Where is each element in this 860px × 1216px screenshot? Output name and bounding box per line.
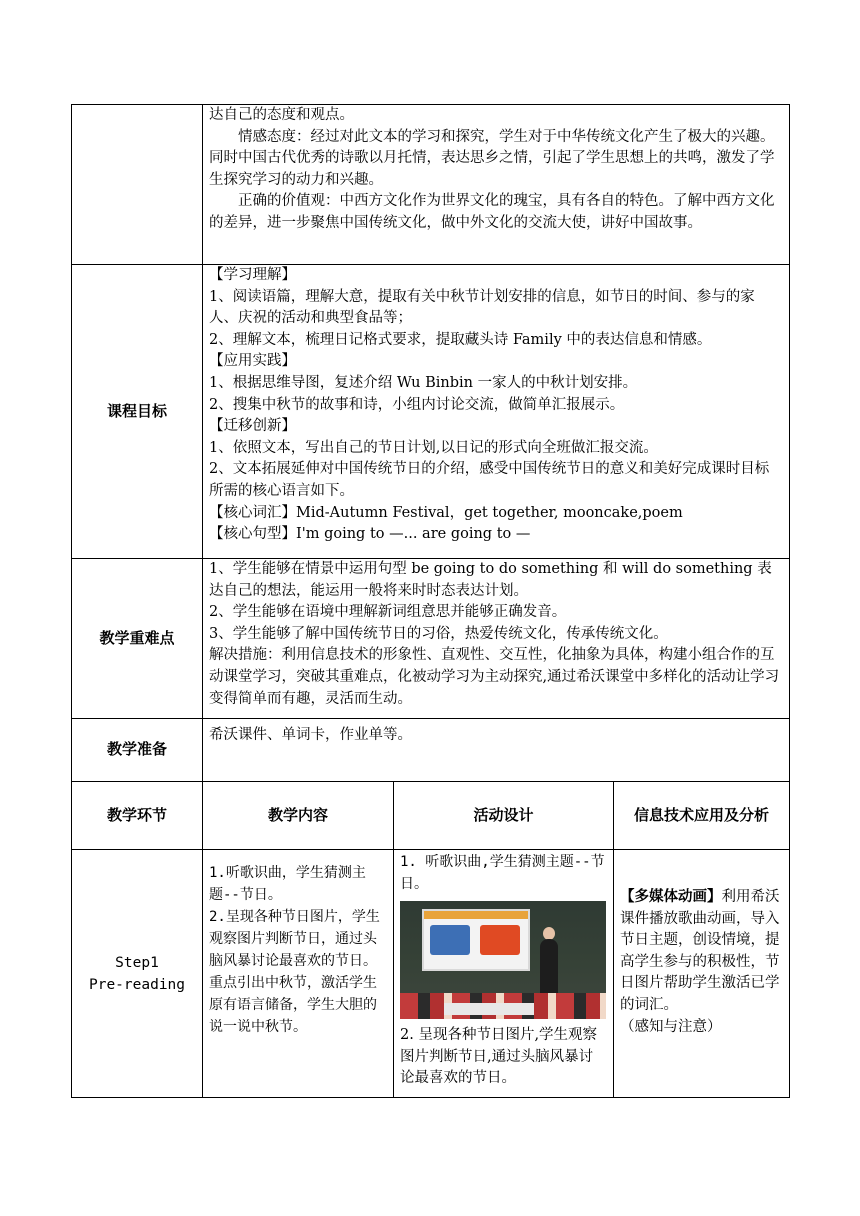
classroom-photo (400, 901, 606, 1019)
step1-content-line: 2.呈现各种节日图片，学生观察图片判断节日，通过头脑风暴讨论最喜欢的节日。 (209, 909, 380, 969)
goals-line: 1、根据思维导图，复述介绍 Wu Binbin 一家人的中秋计划安排。 (209, 374, 638, 391)
goals-continued-cell (203, 105, 790, 265)
step1-label-line2: Pre-reading (88, 976, 186, 993)
step1-activity-cell (394, 850, 614, 1098)
lesson-plan-table (71, 104, 790, 1098)
goals-line: 2、搜集中秋节的故事和诗，小组内讨论交流，做简单汇报展示。 (209, 396, 625, 413)
goals-line: 【应用实践】 (209, 353, 296, 370)
goals-cont-p1: 达自己的态度和观点。 (209, 107, 354, 123)
goals-row (72, 265, 790, 559)
prep-cell (203, 719, 790, 782)
goals-line: 【核心句型】I'm going to —... are going to — (209, 526, 531, 543)
column-header-row (72, 782, 790, 850)
step1-content-line: 重点引出中秋节，激活学生原有语言储备，学生大胆的说一说中秋节。 (209, 975, 377, 1035)
step1-it-text (620, 886, 783, 1017)
goals-line: 【核心词汇】Mid-Autumn Festival，get together, mooncake,poem (209, 504, 683, 521)
step1-activity-bottom: 2. 呈现各种节日图片,学生观察图片判断节日,通过头脑风暴讨论最喜欢的节日。 (400, 1027, 598, 1087)
goals-line: 【学习理解】 (209, 267, 296, 283)
difficult-line: 解决措施：利用信息技术的形象性、直观性、交互性，化抽象为具体，构建小组合作的互动课堂学习，突破其重难点，化被动学习为主动探究,通过希沃课堂中多样化的活动让学习变得简单而有趣，灵活而生动。 (209, 647, 780, 707)
difficult-row (72, 559, 790, 719)
step1-activity-top: 1. 听歌识曲,学生猜测主题--节日。 (400, 854, 605, 892)
header-activity: 活动设计 (394, 782, 614, 850)
difficult-cell (203, 559, 790, 719)
goals-line: 2、理解文本，梳理日记格式要求，提取藏头诗 Family 中的表达信息和情感。 (209, 331, 712, 348)
step1-row (72, 850, 790, 1098)
goals-line: 1、依照文本，写出自己的节日计划,以日记的形式向全班做汇报交流。 (209, 439, 658, 456)
empty-label-cell (72, 105, 203, 265)
step1-content-cell (203, 850, 394, 1098)
header-it: 信息技术应用及分析 (614, 782, 790, 850)
step1-label (72, 850, 203, 1098)
classroom-banner (444, 1003, 534, 1015)
projector-screen (422, 909, 530, 971)
step1-content-line: 1.听歌识曲，学生猜测主题--节日。 (209, 865, 366, 903)
goals-line: 【迁移创新】 (209, 418, 296, 435)
step1-label-line1: Step1 (115, 954, 159, 971)
step1-it-note: （感知与注意） (620, 1018, 722, 1035)
goals-cell (203, 265, 790, 559)
goals-line: 1、阅读语篇，理解大意，提取有关中秋节计划安排的信息，如节日的时间、参与的家人、庆祝的活动和典型食品等； (209, 288, 755, 327)
teacher-figure (540, 939, 558, 1001)
goals-cont-p2: 情感态度：经过对此文本的学习和探究，学生对于中华传统文化产生了极大的兴趣。同时中国古代优秀的诗歌以月托情，表达思乡之情，引起了学生思想上的共鸣，激发了学生探究学习的动力和兴趣。 (209, 128, 775, 188)
prep-label: 教学准备 (72, 719, 203, 782)
goals-line: 2、文本拓展延伸对中国传统节日的介绍，感受中国传统节日的意义和美好完成课时目标所需的核心语言如下。 (209, 461, 770, 499)
difficult-label: 教学重难点 (72, 559, 203, 719)
difficult-line: 2、学生能够在语境中理解新词组意思并能够正确发音。 (209, 604, 567, 621)
goals-continued-row (72, 105, 790, 265)
step1-it-cell (614, 850, 790, 1098)
prep-row (72, 719, 790, 782)
lesson-plan-document (71, 104, 789, 1098)
goals-label: 课程目标 (72, 265, 203, 559)
goals-cont-p3: 正确的价值观：中西方文化作为世界文化的瑰宝，具有各自的特色。了解中西方文化的差异，进一步聚焦中国传统文化，做中外文化的交流大使，讲好中国故事。 (209, 193, 775, 231)
difficult-line: 3、学生能够了解中国传统节日的习俗，热爱传统文化，传承传统文化。 (209, 625, 668, 642)
prep-text: 希沃课件、单词卡，作业单等。 (209, 727, 412, 743)
multimedia-tag: 【多媒体动画】 (620, 888, 722, 905)
difficult-line: 1、学生能够在情景中运用句型 be going to do something 和 will do something 表达自己的想法，能运用一般将来时时态表达计划。 (209, 561, 772, 599)
header-step: 教学环节 (72, 782, 203, 850)
step1-it-body: 利用希沃课件播放歌曲动画，导入节日主题，创设情境，提高学生参与的积极性，节日图片帮助学生激活已学的词汇。 (620, 889, 780, 1013)
header-content: 教学内容 (203, 782, 394, 850)
